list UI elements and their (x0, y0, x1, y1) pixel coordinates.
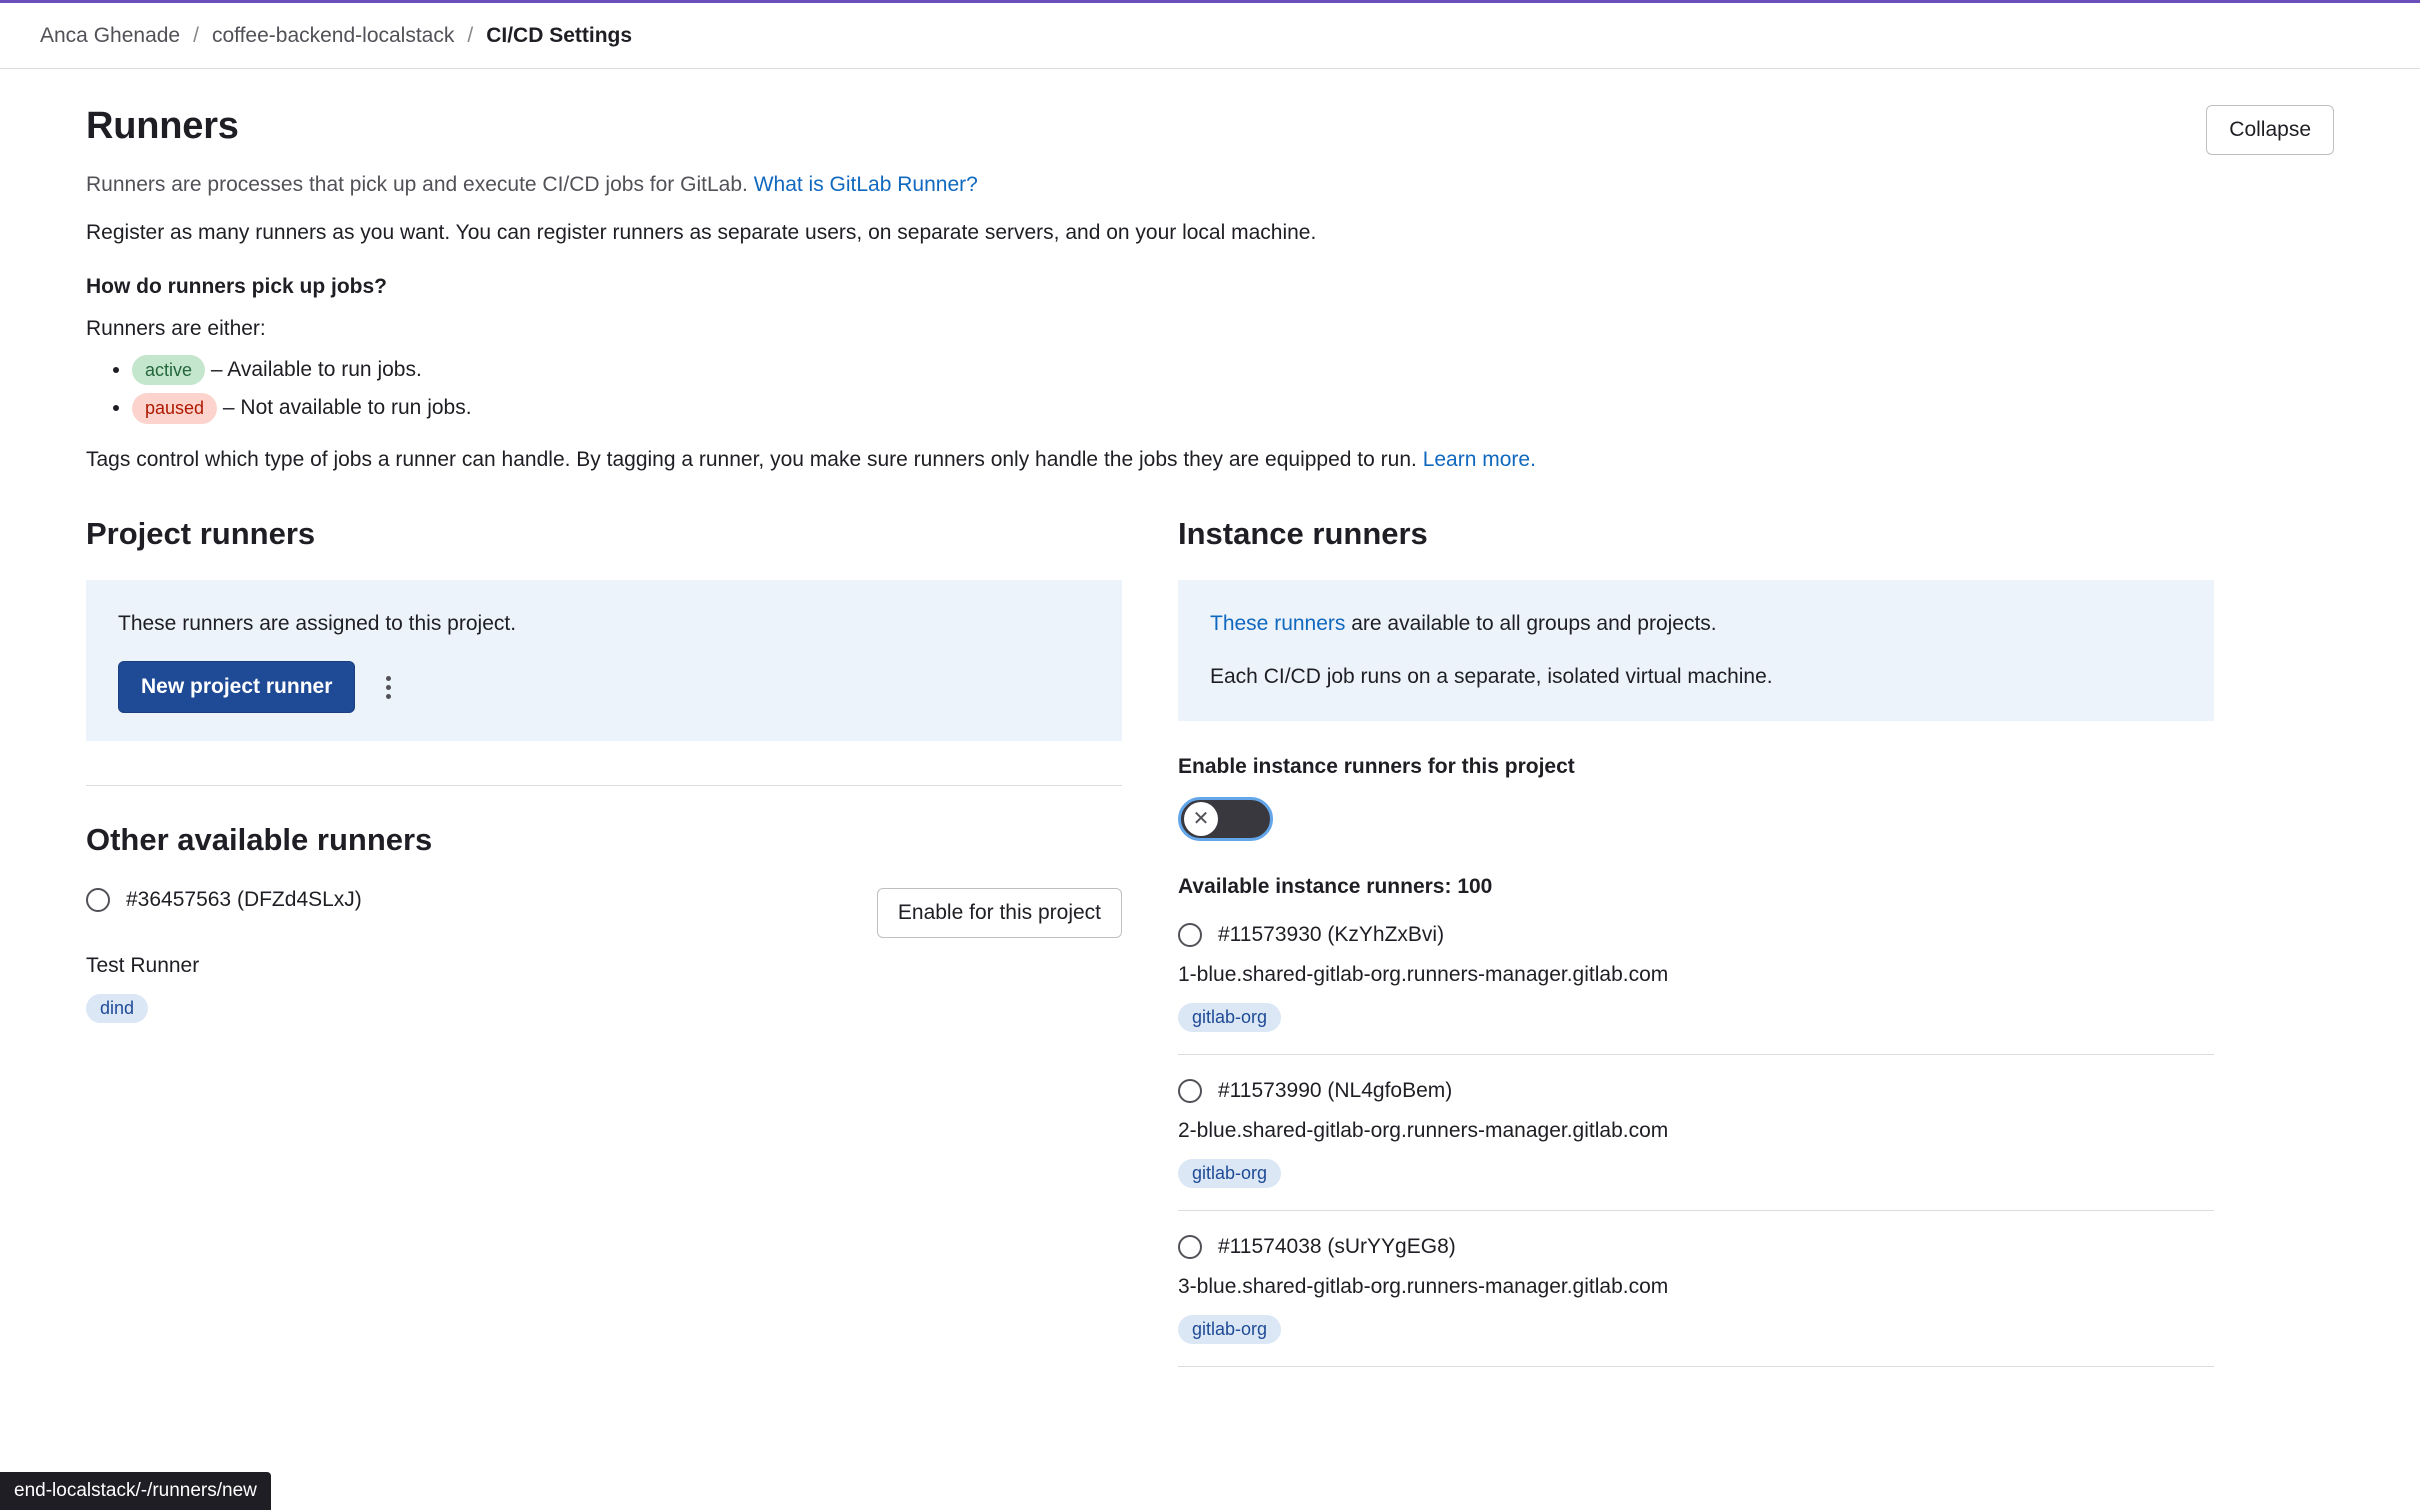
other-runner-identity (86, 888, 362, 912)
project-runners-info-text: These runners are assigned to this project. (118, 611, 517, 635)
instance-runner-identity (1178, 1079, 2214, 1103)
enable-instance-runners-toggle[interactable] (1178, 797, 1273, 841)
runner-state-paused (132, 393, 2334, 423)
instance-runner-host: 3-blue.shared-gitlab-org.runners-manager.gitlab.com (1178, 1274, 1669, 1298)
other-runners-title: Other available runners (86, 822, 433, 858)
instance-runner-item (1178, 1055, 2214, 1211)
runners-section-header (86, 105, 2334, 155)
breadcrumb-separator-2: / (467, 23, 474, 47)
runner-states-list (86, 355, 2334, 424)
runner-status-icon (86, 888, 110, 912)
instance-runner-id[interactable]: #11574038 (sUrYYgEG8) (1218, 1234, 1456, 1258)
status-badge-paused: paused (132, 393, 217, 423)
runners-either-text: Runners are either: (86, 317, 266, 340)
other-runner-item (86, 888, 1122, 1023)
runner-status-icon (1178, 1079, 1202, 1103)
instance-runner-tag: gitlab-org (1178, 1159, 1281, 1188)
kebab-menu-icon[interactable] (373, 667, 403, 707)
instance-runner-id[interactable]: #11573930 (KzYhZxBvi) (1218, 922, 1445, 946)
instance-runners-info-line2: Each CI/CD job runs on a separate, isolated virtual machine. (1210, 665, 1773, 689)
status-bar-url: end-localstack/-/runners/new (0, 1472, 271, 1510)
instance-runners-info-line1 (1210, 608, 2182, 640)
kebab-dot-3 (386, 694, 391, 699)
other-runner-id[interactable]: #36457563 (DFZd4SLxJ) (126, 888, 362, 912)
other-runner-row (86, 888, 1122, 938)
project-runners-divider (86, 785, 1122, 786)
breadcrumb-current: CI/CD Settings (486, 23, 633, 47)
runner-state-active-text: – Available to run jobs. (210, 358, 422, 381)
instance-runners-info-box (1178, 580, 2214, 721)
enable-instance-runners-label: Enable instance runners for this project (1178, 754, 1575, 778)
project-runners-info-box (86, 580, 1122, 742)
enable-for-this-project-button[interactable]: Enable for this project (877, 888, 1122, 938)
available-instance-runners-count: Available instance runners: 100 (1178, 874, 1493, 898)
other-runner-description: Test Runner (86, 954, 200, 978)
pickup-heading: How do runners pick up jobs? (86, 275, 388, 298)
runner-state-paused-text: – Not available to run jobs. (222, 396, 472, 420)
tags-info-text: Tags control which type of jobs a runner can handle. By tagging a runner, you make sure runners only handle the jobs they are equipped to run. (86, 447, 1417, 471)
runners-intro (86, 173, 2334, 197)
breadcrumb-user[interactable]: Anca Ghenade (40, 23, 181, 47)
instance-runners-column (1178, 516, 2214, 1367)
instance-runner-host: 2-blue.shared-gitlab-org.runners-manager.gitlab.com (1178, 1118, 1669, 1142)
collapse-button[interactable]: Collapse (2206, 105, 2334, 155)
runners-intro-text: Runners are processes that pick up and execute CI/CD jobs for GitLab. (86, 173, 748, 196)
learn-more-link[interactable]: Learn more. (1422, 447, 1536, 471)
instance-runners-info-text: are available to all groups and projects. (1351, 611, 1717, 635)
breadcrumb (0, 3, 2420, 69)
these-runners-link[interactable]: These runners (1210, 611, 1346, 635)
main-content (0, 69, 2420, 1367)
instance-runner-host: 1-blue.shared-gitlab-org.runners-manager.gitlab.com (1178, 962, 1669, 986)
toggle-off-icon: ✕ (1184, 802, 1218, 836)
breadcrumb-separator-1: / (193, 23, 199, 47)
kebab-dot-1 (386, 676, 391, 681)
runner-state-active (132, 355, 2334, 385)
instance-runner-identity (1178, 1235, 2214, 1259)
other-runner-tag: dind (86, 994, 148, 1023)
project-runners-title: Project runners (86, 515, 316, 551)
runners-columns (86, 516, 2334, 1367)
page-title: Runners (86, 105, 239, 147)
status-badge-active: active (132, 355, 205, 385)
instance-runner-tag: gitlab-org (1178, 1003, 1281, 1032)
new-project-runner-button[interactable]: New project runner (118, 661, 355, 713)
instance-runner-tag: gitlab-org (1178, 1315, 1281, 1344)
register-text: Register as many runners as you want. You can register runners as separate users, on separate servers, and on your local machine. (86, 221, 1317, 244)
runner-status-icon (1178, 923, 1202, 947)
tags-info (86, 448, 2334, 472)
project-runners-column (86, 516, 1122, 1367)
project-runners-actions (118, 661, 1090, 713)
kebab-dot-2 (386, 685, 391, 690)
instance-runners-title: Instance runners (1178, 515, 1428, 551)
instance-runner-identity (1178, 923, 2214, 947)
instance-runner-id[interactable]: #11573990 (NL4gfoBem) (1218, 1078, 1453, 1102)
instance-runner-item (1178, 1211, 2214, 1367)
runner-status-icon (1178, 1235, 1202, 1259)
breadcrumb-project[interactable]: coffee-backend-localstack (211, 23, 455, 47)
what-is-gitlab-runner-link[interactable]: What is GitLab Runner? (753, 173, 978, 196)
instance-runner-item (1178, 899, 2214, 1055)
